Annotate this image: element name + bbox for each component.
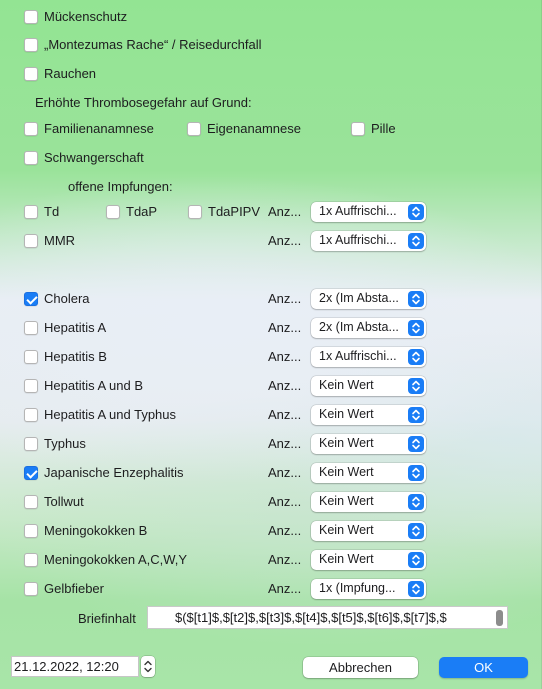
checkbox-label: Td xyxy=(44,204,60,219)
checkbox-label: Pille xyxy=(371,121,396,136)
chevron-up-down-icon xyxy=(408,523,424,539)
checkbox-row-mueckenschutz[interactable] xyxy=(0,7,542,27)
vaccine-label: Gelbfieber xyxy=(44,581,104,596)
dose-popup[interactable] xyxy=(311,347,426,367)
vaccine-row xyxy=(0,376,542,396)
dose-popup[interactable] xyxy=(311,434,426,454)
vaccine-label: Meningokokken A,C,W,Y xyxy=(44,552,188,567)
dose-popup[interactable] xyxy=(311,289,426,309)
vaccine-row xyxy=(0,434,542,454)
vaccine-row-td-group xyxy=(0,202,542,222)
vaccine-checkbox[interactable] xyxy=(24,437,38,451)
checkbox-label: „Montezumas Rache“ / Reisedurchfall xyxy=(44,37,262,52)
checkbox-label: Mückenschutz xyxy=(44,9,128,24)
popup-value: Kein Wert xyxy=(319,436,374,450)
chevron-up-down-icon xyxy=(408,291,424,307)
vaccine-row xyxy=(0,579,542,599)
anzahl-label: Anz... xyxy=(268,349,302,364)
anzahl-label: Anz... xyxy=(268,320,302,335)
checkbox-row-rauchen[interactable] xyxy=(0,64,542,84)
checkbox-row-montezuma[interactable] xyxy=(0,35,542,55)
chevron-up-down-icon xyxy=(408,436,424,452)
vaccine-label: Hepatitis A und B xyxy=(44,378,144,393)
popup-value: 2x (Im Absta... xyxy=(319,320,399,334)
vaccine-label: MMR xyxy=(44,233,76,248)
dose-popup[interactable] xyxy=(311,405,426,425)
vaccine-checkbox[interactable] xyxy=(24,524,38,538)
popup-value: 1x Auffrischi... xyxy=(319,204,397,218)
chevron-up-down-icon xyxy=(408,465,424,481)
vaccine-label: Tollwut xyxy=(44,494,84,509)
vaccine-row xyxy=(0,347,542,367)
vaccine-label: Meningokokken B xyxy=(44,523,148,538)
vaccine-row xyxy=(0,492,542,512)
vaccine-row xyxy=(0,463,542,483)
chevron-up-down-icon xyxy=(408,233,424,249)
anzahl-label: Anz... xyxy=(268,465,302,480)
popup-value: 1x Auffrischi... xyxy=(319,233,397,247)
vaccine-checkbox[interactable] xyxy=(24,408,38,422)
anzahl-label: Anz... xyxy=(268,291,302,306)
vaccine-checkbox[interactable] xyxy=(24,553,38,567)
vaccine-label: Cholera xyxy=(44,291,90,306)
popup-value: Kein Wert xyxy=(319,552,374,566)
vaccine-row xyxy=(0,521,542,541)
scrollbar-thumb[interactable] xyxy=(496,610,503,626)
impfungen-heading: offene Impfungen: xyxy=(68,179,173,194)
checkbox-eigenanamnese[interactable] xyxy=(187,122,201,136)
thrombose-heading: Erhöhte Thrombosegefahr auf Grund: xyxy=(35,95,252,110)
chevron-up-down-icon xyxy=(408,552,424,568)
vaccine-row xyxy=(0,318,542,338)
cancel-button[interactable]: Abbrechen xyxy=(303,657,418,678)
chevron-up-down-icon xyxy=(408,494,424,510)
checkbox-td[interactable] xyxy=(24,205,38,219)
popup-value: 2x (Im Absta... xyxy=(319,291,399,305)
stepper-arrows-icon[interactable] xyxy=(141,656,155,677)
vaccine-label: Typhus xyxy=(44,436,86,451)
vaccine-row xyxy=(0,405,542,425)
vaccine-checkbox[interactable] xyxy=(24,379,38,393)
dose-popup[interactable] xyxy=(311,521,426,541)
checkbox-pille[interactable] xyxy=(351,122,365,136)
dose-popup[interactable] xyxy=(311,202,426,222)
checkbox-label: Familienanamnese xyxy=(44,121,154,136)
dose-popup[interactable] xyxy=(311,492,426,512)
dose-popup[interactable] xyxy=(311,463,426,483)
briefinhalt-label: Briefinhalt xyxy=(78,611,136,626)
anzahl-label: Anz... xyxy=(268,494,302,509)
vaccine-checkbox[interactable] xyxy=(24,321,38,335)
checkbox-label: Rauchen xyxy=(44,66,97,81)
anzahl-label: Anz... xyxy=(268,436,302,451)
chevron-up-down-icon xyxy=(408,204,424,220)
vaccine-checkbox[interactable] xyxy=(24,292,38,306)
checkbox-tdapipv[interactable] xyxy=(188,205,202,219)
date-value: 21.12.2022, 12:20 xyxy=(14,659,119,674)
vaccine-checkbox[interactable] xyxy=(24,582,38,596)
vaccine-row xyxy=(0,550,542,570)
checkbox-schwangerschaft[interactable] xyxy=(24,151,38,165)
vaccine-checkbox[interactable] xyxy=(24,466,38,480)
checkbox-rauchen[interactable] xyxy=(24,67,38,81)
checkbox-label: Eigenanamnese xyxy=(207,121,301,136)
popup-value: 1x (Impfung... xyxy=(319,581,396,595)
popup-value: Kein Wert xyxy=(319,378,374,392)
anzahl-label: Anz... xyxy=(268,407,302,422)
popup-value: Kein Wert xyxy=(319,465,374,479)
anzahl-label: Anz... xyxy=(268,378,302,393)
dose-popup[interactable] xyxy=(311,376,426,396)
briefinhalt-text: $($[t1]$,$[t2]$,$[t3]$,$[t4]$,$[t5]$,$[t6]$,$[t7]$,$ xyxy=(175,610,447,625)
checkbox-mueckenschutz[interactable] xyxy=(24,10,38,24)
vaccine-label: Hepatitis A und Typhus xyxy=(44,407,177,422)
vaccine-label: Hepatitis B xyxy=(44,349,107,364)
dose-popup[interactable] xyxy=(311,550,426,570)
anzahl-label: Anz... xyxy=(268,552,302,567)
anzahl-label: Anz... xyxy=(268,523,302,538)
vaccine-row xyxy=(0,231,542,251)
dose-popup[interactable] xyxy=(311,579,426,599)
chevron-up-down-icon xyxy=(408,378,424,394)
popup-value: Kein Wert xyxy=(319,407,374,421)
checkbox-montezuma[interactable] xyxy=(24,38,38,52)
chevron-up-down-icon xyxy=(408,320,424,336)
chevron-up-down-icon xyxy=(408,349,424,365)
popup-value: Kein Wert xyxy=(319,523,374,537)
anzahl-label: Anz... xyxy=(268,204,302,219)
vaccine-checkbox[interactable] xyxy=(24,350,38,364)
vaccine-row xyxy=(0,289,542,309)
date-field[interactable] xyxy=(11,656,139,677)
vaccine-label: Japanische Enzephalitis xyxy=(44,465,184,480)
checkbox-label: TdaP xyxy=(126,204,158,219)
dose-popup[interactable] xyxy=(311,231,426,251)
anzahl-label: Anz... xyxy=(268,233,302,248)
checkbox-row-schwangerschaft[interactable] xyxy=(0,148,542,168)
vaccine-checkbox[interactable] xyxy=(24,234,38,248)
vaccine-label: Hepatitis A xyxy=(44,320,107,335)
popup-value: Kein Wert xyxy=(319,494,374,508)
chevron-up-down-icon xyxy=(408,581,424,597)
chevron-up-down-icon xyxy=(408,407,424,423)
checkbox-familienanamnese[interactable] xyxy=(24,122,38,136)
briefinhalt-field[interactable] xyxy=(147,606,508,629)
ok-button[interactable]: OK xyxy=(439,657,528,678)
checkbox-tdap[interactable] xyxy=(106,205,120,219)
popup-value: 1x Auffrischi... xyxy=(319,349,397,363)
checkbox-label: TdaPIPV xyxy=(208,204,261,219)
vaccine-checkbox[interactable] xyxy=(24,495,38,509)
checkbox-label: Schwangerschaft xyxy=(44,150,144,165)
anzahl-label: Anz... xyxy=(268,581,302,596)
thrombose-row xyxy=(0,119,542,139)
dose-popup[interactable] xyxy=(311,318,426,338)
